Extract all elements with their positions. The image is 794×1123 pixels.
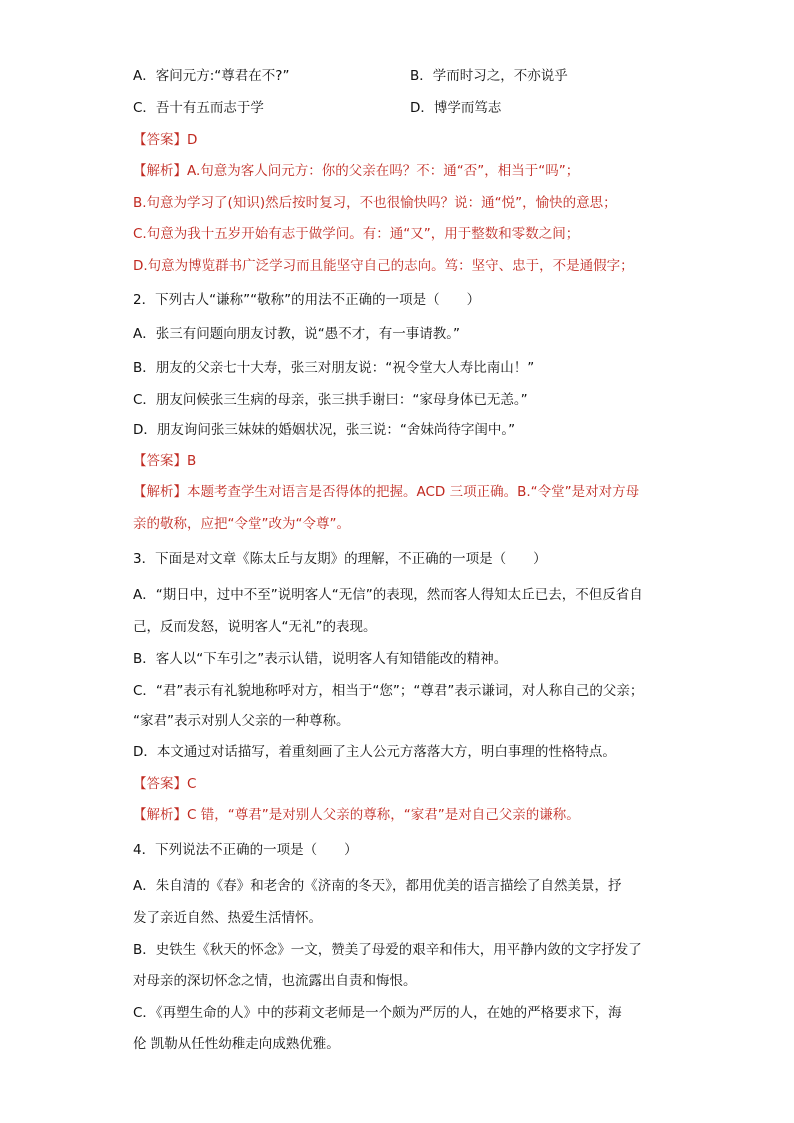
q3-answer: 【答案】C bbox=[133, 776, 197, 792]
q1-analysis-line-3: C.句意为我十五岁开始有志于做学问。有：通“又”，用于整数和零数之间； bbox=[133, 226, 580, 242]
q3-option-line: B．客人以“下车引之”表示认错，说明客人有知错能改的精神。 bbox=[133, 651, 508, 667]
q4-option-line: B．史铁生《秋天的怀念》一文，赞美了母爱的艰辛和伟大，用平静内敛的文字抒发了 bbox=[133, 942, 642, 958]
q1-option-c: C．吾十有五而志于学 bbox=[133, 100, 264, 116]
q4-option-line: 伦 凯勒从任性幼稚走向成熟优雅。 bbox=[133, 1036, 340, 1052]
q2-option-d: D．朋友询问张三妹妹的婚姻状况，张三说：“舍妹尚待字闺中。” bbox=[133, 422, 516, 438]
q1-option-a: A．客问元方:“尊君在不?” bbox=[133, 68, 290, 84]
q2-option-c: C．朋友问候张三生病的母亲，张三拱手谢曰：“家母身体已无恙。” bbox=[133, 392, 528, 408]
q4-stem: 4．下列说法不正确的一项是（ ） bbox=[133, 842, 358, 858]
q1-analysis-line-1: 【解析】A.句意为客人问元方：你的父亲在吗？不：通“否”，相当于“吗”； bbox=[133, 163, 580, 179]
q2-answer: 【答案】B bbox=[133, 453, 197, 469]
q2-option-b: B．朋友的父亲七十大寿，张三对朋友说：“祝令堂大人寿比南山！” bbox=[133, 360, 535, 376]
q2-stem: 2．下列古人“谦称”“敬称”的用法不正确的一项是（ ） bbox=[133, 292, 481, 308]
q3-option-line: D．本文通过对话描写，着重刻画了主人公元方落落大方，明白事理的性格特点。 bbox=[133, 744, 616, 760]
q2-option-a: A．张三有问题向朋友讨教，说“愚不才，有一事请教。” bbox=[133, 326, 460, 342]
q4-option-line: 发了亲近自然、热爱生活情怀。 bbox=[133, 910, 322, 926]
analysis-tag: 【解析】 bbox=[133, 163, 187, 179]
q4-option-line: 对母亲的深切怀念之情，也流露出自责和悔恨。 bbox=[133, 973, 417, 989]
q2-analysis-line-1: 【解析】本题考查学生对语言是否得体的把握。ACD 三项正确。B.“令堂”是对对方母 bbox=[133, 484, 640, 500]
q3-option-line: A．“期日中，过中不至”说明客人“无信”的表现，然而客人得知太丘已去，不但反省自 bbox=[133, 587, 643, 603]
q1-option-d: D．博学而笃志 bbox=[410, 100, 502, 116]
answer-value: D bbox=[187, 132, 198, 148]
q3-option-line: “家君”表示对别人父亲的一种尊称。 bbox=[133, 713, 350, 729]
q3-option-line: 己，反而发怒，说明客人“无礼”的表现。 bbox=[133, 619, 377, 635]
q3-option-line: C．“君”表示有礼貌地称呼对方，相当于“您”；“尊君”表示谦词，对人称自己的父亲； bbox=[133, 683, 644, 699]
q3-stem: 3．下面是对文章《陈太丘与友期》的理解，不正确的一项是（ ） bbox=[133, 551, 547, 567]
q2-analysis-line-2: 亲的敬称，应把“令堂”改为“令尊”。 bbox=[133, 516, 350, 532]
q4-option-line: C．《再塑生命的人》中的莎莉文老师是一个颇为严厉的人，在她的严格要求下，海 bbox=[133, 1005, 622, 1021]
q1-analysis-line-4: D.句意为博览群书广泛学习而且能坚守自己的志向。笃：坚守、忠于，不是通假字； bbox=[133, 258, 634, 274]
q1-answer bbox=[133, 130, 197, 150]
q4-option-line: A．朱自清的《春》和老舍的《济南的冬天》，都用优美的语言描绘了自然美景，抒 bbox=[133, 878, 622, 894]
q3-analysis: 【解析】C 错，“尊君”是对别人父亲的尊称，“家君”是对自己父亲的谦称。 bbox=[133, 807, 580, 823]
answer-tag: 【答案】 bbox=[133, 132, 187, 148]
q1-option-b: B．学而时习之，不亦说乎 bbox=[410, 68, 568, 84]
q1-analysis-line-2: B.句意为学习了(知识)然后按时复习，不也很愉快吗？说：通“悦”，愉快的意思； bbox=[133, 195, 617, 211]
